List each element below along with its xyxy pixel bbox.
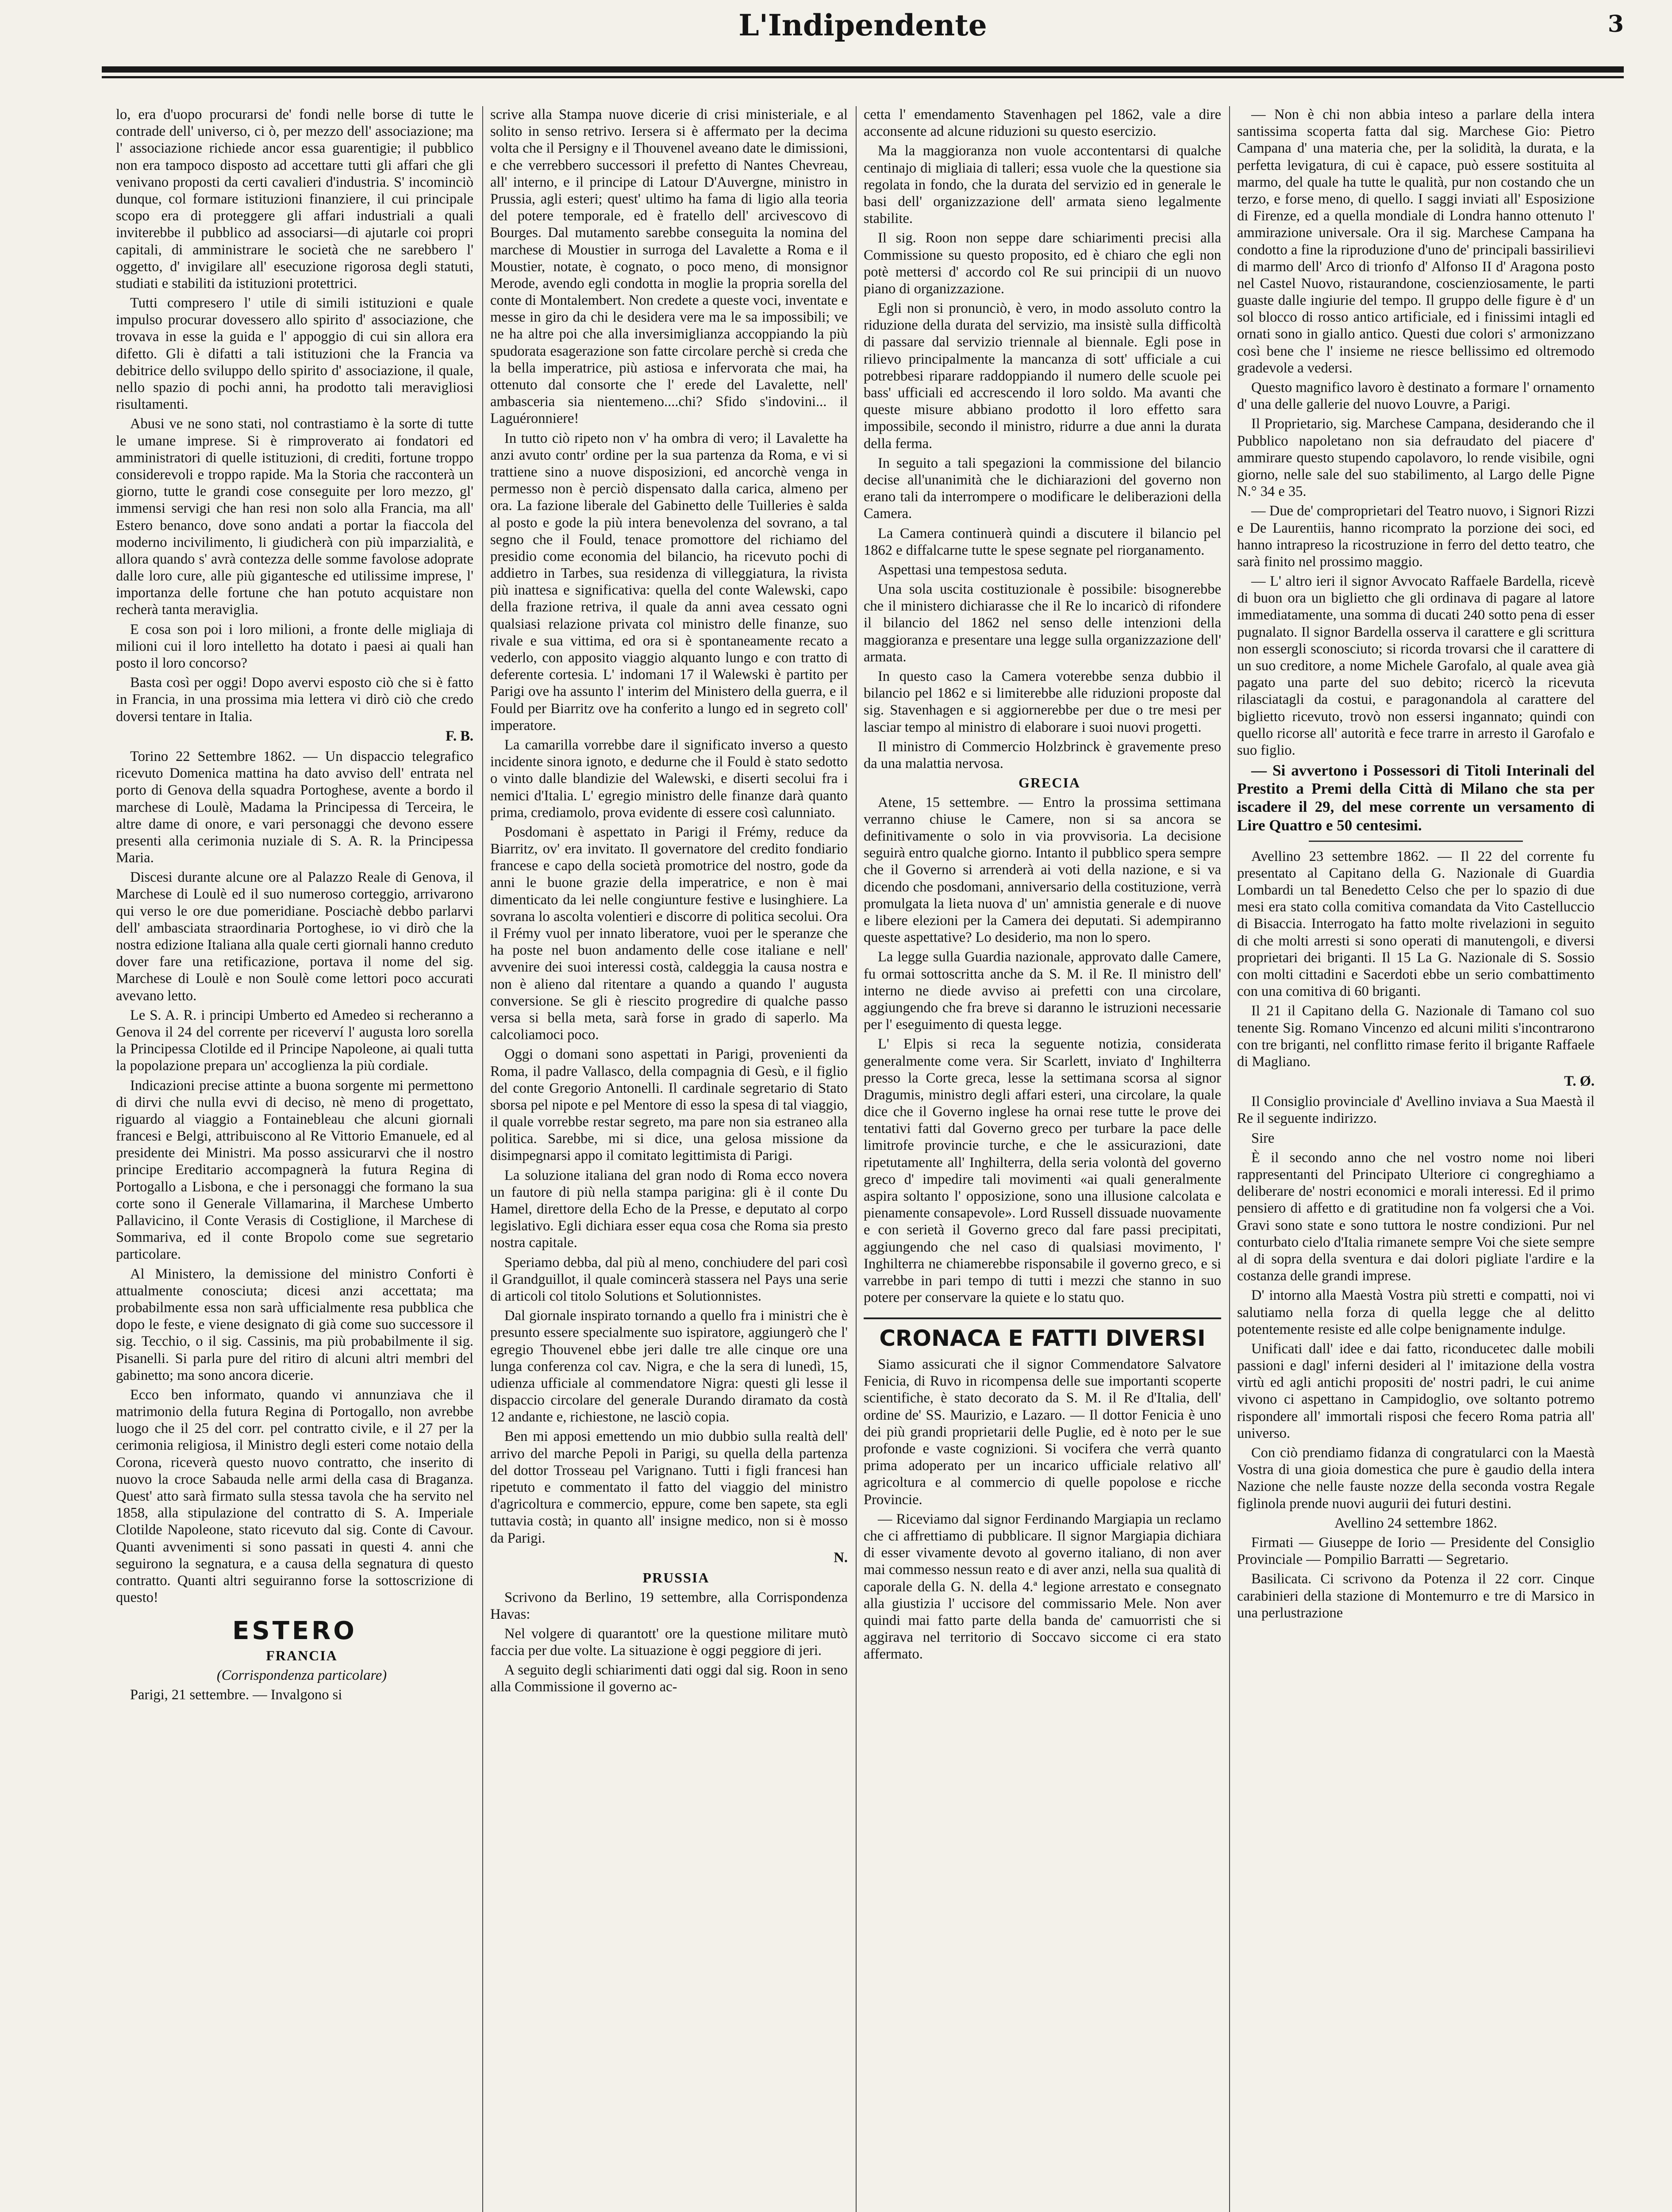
dateline-parigi: Parigi, 21 settembre. — Invalgono si (130, 1686, 342, 1703)
separator-rule (1309, 841, 1523, 842)
article-paragraph: Speriamo debba, dal più al meno, conchiudere del pari così il Grandguillot, il quale comincerà stassera nel Pays una serie di articoli col titolo Solutions et Solutionnistes. (490, 1254, 848, 1304)
article-paragraph: Il ministro di Commercio Holzbrinck è gravemente preso da una malattia nervosa. (864, 738, 1221, 772)
basilicata-dispatch: Basilicata. Ci scrivono da Potenza il 22 corr. Cinque carabinieri della stazione di Montemurro e tre di Marsico in una perlustrazione (1237, 1571, 1595, 1621)
section-heading-cronaca: CRONACA E FATTI DIVERSI (864, 1317, 1221, 1352)
article-paragraph: La legge sulla Guardia nazionale, approvato dalle Camere, fu ormai sottoscritta anche da S. M. il Re. Il ministro dell' interno ne diede avviso ai prefetti con una circolare, aggiungendo che fra breve si daranno le istruzioni necessarie per l' eseguimento di questa legge. (864, 949, 1221, 1033)
article-paragraph: Oggi o domani sono aspettati in Parigi, provenienti da Roma, il padre Vallasco, della compagnia di Gesù, e il figlio del conte Gregorio Antonelli. Il cardinale segretario di Stato sborsa pel nipote e pel Mentore di esso la spesa di tal viaggio, il quale vorrebbe restar segreto, ma pare non sia estraneo alla politica. Sarebbe, mi si dice, una gelosa missione da disimpegnarsi appo il comitato legittimista di Parigi. (490, 1046, 848, 1164)
masthead-rule-thin (102, 76, 1624, 78)
article-paragraph: Abusi ve ne sono stati, nol contrastiamo è la sorte di tutte le umane imprese. Si è rimproverato ai fondatori ed amministratori di quelle istituzioni, di crediti, fortune troppo considerevoli e troppo rapide. Ma la Storia che racconterà un giorno, tutte le grandi cose conseguite per loro mezzo, gl' immensi servigi che han resi non solo alla Francia, ma all' Estero benanco, dove sono andati a portar la fiaccola del moderno incivilimento, li giudicherà con più imparzialità, e allora quando s' avrà contezza delle somme favolose adoprate dalle loro cure, alle più gigantesche ed utilissime imprese, l' importanza delle fortune che han potuto acquistare non recherà tanta meraviglia. (116, 416, 473, 618)
article-paragraph: Ma la maggioranza non vuole accontentarsi di qualche centinajo di migliaia di talleri; essa vuole che la questione sia regolata in fondo, che la durata del servizio ed in generale le basi dell' organizzazione dell' armata sieno legalmente stabilite. (864, 143, 1221, 227)
column-2 (490, 106, 848, 2212)
article-paragraph: Egli non si pronunciò, è vero, in modo assoluto contro la riduzione della durata del servizio, ma insistè sulla difficoltà di passare dal servizio triennale al biennale. Egli pose in rilievo principalmente la mancanza di sott' ufficiale a cui potrebbesi riparare raddoppiando il numero delle scuole pei bass' ufficiali ed accrescendo il loro soldo. Ma avanti che queste misure abbiano prodotto il loro effetto sara impossibile, secondo il ministro, ridurre a due anni la durata della ferma. (864, 300, 1221, 452)
address-signatories: Firmati — Giuseppe de Iorio — Presidente del Consiglio Provinciale — Pompilio Barratti — Segretario. (1237, 1534, 1595, 1568)
salutation: Sire (1251, 1130, 1275, 1146)
newspaper-title: L'Indipendente (738, 8, 987, 42)
article-paragraph: E cosa son poi i loro milioni, a fronte delle migliaja di milioni cui il loro intelletto ha dotato i paesi ai quali han posto il loro concorso? (116, 621, 473, 671)
subheading-grecia: GRECIA (1018, 775, 1080, 791)
avellino-dispatch: Avellino 23 settembre 1862. — Il 22 del corrente fu presentato al Capitano della G. Nazionale di Guardia Lombardi un tal Benedetto Celso che per lo spazio di due mesi era stato colla comitiva comandata da Vito Castelluccio di Bisaccia. Interrogato ha fatto molte rivelazioni in seguito di che molti arresti si sono operati di manutengoli, e diversi proprietari dei briganti. Il 15 La G. Nazionale di S. Sossio con molti cittadini e Sacerdoti ebbe un serio combattimento con una comitiva di 60 briganti. (1237, 848, 1595, 1000)
section-heading-estero: ESTERO (232, 1617, 357, 1646)
article-paragraph: Ben mi apposi emettendo un mio dubbio sulla realtà dell' arrivo del marche Pepoli in Parigi, su quella della partenza del dottor Trosseau pel Varignano. Tutti i figli francesi han ripetuto e commentato il fatto del viaggio del ministro d'agricoltura e commercio, eppure, come ben sapete, sta egli tuttavia costà; in quanto all' insigne medico, non si è mosso da Parigi. (490, 1429, 848, 1546)
article-paragraph: — Due de' comproprietari del Teatro nuovo, i Signori Rizzi e De Laurentiis, hanno ricomprato la porzione dei soci, ed hanno intrapreso la ricostruzione in ferro del detto teatro, che sarà finito nel prossimo maggio. (1237, 503, 1595, 570)
subheading-source: (Corrispondenza particolare) (216, 1667, 387, 1683)
subheading-francia: FRANCIA (266, 1647, 338, 1664)
column-3 (864, 106, 1221, 2212)
article-paragraph: L' Elpis si reca la seguente notizia, considerata generalmente come vera. Sir Scarlett, inviato d' Inghilterra presso la Corte greca, lesse la settimana scorsa al signor Dragumis, ministro degli affari esteri, una circolare, la quale dice che il Governo inglese ha ornai rese tutte le prove dei tentativi fatti dal Governo greco per turbare la pace delle limitrofe provincie turche, e che le assicurazioni, date ripetutamente all' Inghilterra, della seria volontà del governo greco d' impedire tali movimenti «ai quali generalmente aspira soltanto l' opposizione, sono una illusione calcolata e pienamente consapevole». Lord Russell dissuade nuovamente e con serietà il Governo greco dal fare passi precipitati, aggiungendo che nel caso di qualsiasi movimento, l' Inghilterra ne chiamerebbe risponsabile il governo greco, e si varrebbe in pari tempo di tutti i mezzi che stanno in suo potere per conservare la quiete e lo statu quo. (864, 1036, 1221, 1306)
address-paragraph: Unificati dall' idee e dai fatto, riconducetec dalle mobili passioni e dagl' inferni desideri al l' imitazione della vostra virtù ed agli antichi propositi de' nostri padri, le cui anime vivono ci aspettano in Campidoglio, ove soltanto potremo rispondere all' immortali risposi che fecero Roma patria all' universo. (1237, 1340, 1595, 1441)
article-paragraph: Dal giornale inspirato tornando a quello fra i ministri che è presunto essere specialmente suo ispiratore, aggiungerò che l' egregio Thouvenel ebbe jeri dalle tre alle cinque ore una lunga conferenza col cav. Nigra, e che la sera di lunedì, 15, udienza ufficiale al commendatore Nigra: questi gli lesse il dispaccio circolare del generale Durando diramato da costà 12 andante e, richiestone, ne lasciò copia. (490, 1308, 848, 1425)
article-paragraph: In questo caso la Camera voterebbe senza dubbio il bilancio pel 1862 e si limiterebbe alle riduzioni proposte dal sig. Stavenhagen e si aggiornerebbe per due o tre mesi per lasciar tempo al ministro di elaborare i suoi nuovi progetti. (864, 668, 1221, 735)
column-divider (1229, 106, 1230, 2212)
article-paragraph: Ecco ben informato, quando vi annunziava che il matrimonio della futura Regina di Portogallo, non avrebbe luogo che il 25 del corr. pel contratto civile, e il 27 per la cerimonia religiosa, il Ministro degli esteri come notaio della Corona, riceverà questo nuovo contratto, che inserito di nuovo la croce Sabauda nelle armi della casa di Braganza. Quest' atto sarà firmato sulla stessa tavola che ha servito nel 1858, alla stipulazione del contratto di S. A. Imperiale Clotilde Napoleone, stato ricevuto dal sig. Conte di Cavour. Quanti avvenimenti si sono passati in questi 4. anni che seguirono la segnatura, e a causa della segnatura di questo contratto. Quanti altri seguiranno forse la sottoscrizione di questo! (116, 1386, 473, 1606)
article-paragraph: Siamo assicurati che il signor Commendatore Salvatore Fenicia, di Ruvo in ricompensa delle sue importanti scoperte scientifiche, è stato decorato da S. M. il Re d'Italia, dell' ordine de' SS. Maurizio, e Lazaro. — Il dottor Fenicia è uno dei più grandi proprietarii delle Puglie, ed è noto per le sue profonde e vaste cognizioni. Si vocifera che verrà quanto prima adoperato per un incarico ufficiale relativo all' agricoltura e al commercio di quelle popolose e ricche Provincie. (864, 1356, 1221, 1508)
subheading-prussia: PRUSSIA (642, 1569, 710, 1586)
address-paragraph: Con ciò prendiamo fidanza di congratularci con la Maestà Vostra di una gioia domestica che pure è gaudio della intera Nazione che nelle fauste nozze della seconda vostra Regale figlinola prende nuovi augurii dei futuri destini. (1237, 1445, 1595, 1512)
article-paragraph: A seguito degli schiarimenti dati oggi dal sig. Roon in seno alla Commissione il governo ac- (490, 1662, 848, 1695)
article-paragraph: Posdomani è aspettato in Parigi il Frémy, reduce da Biarritz, ov' era invitato. Il governatore del credito fondiario francese e capo della società promotrice del nostro, gode da anni le buone grazie della imperatrice, e non è mai dimenticato da lei nelle congiunture festive e lusinghiere. La sovrana lo ascolta volentieri e discorre di politica secolui. Ora il Frémy vuol per innato liberatore, vuoi per le speranze che ha poste nel buon andamento delle cose italiane e nell' avvenire dei suoi interessi costà, caldeggia la causa nostra e non è alieno dal ritentare a quando a quando l' augusta conversione. Se gli è riescito progredire di qualche passo versa si bella meta, sarà forse in grado di saperlo. Ma calcoliamoci poco. (490, 824, 848, 1043)
article-paragraph: La camarilla vorrebbe dare il significato inverso a questo incidente sinora ignoto, e dedurne che il Fould è stato sedotto o vinto dalle blandizie del Walewski, e diserti secolui fra i nemici d'Italia. L' egregio ministro delle finanze darà quanto prima, crediamolo, prova evidente di essere così calunniato. (490, 737, 848, 821)
article-paragraph: In tutto ciò ripeto non v' ha ombra di vero; il Lavalette ha anzi avuto contr' ordine per la sua partenza da Roma, e vi si trattiene sino a nuove disposizioni, ed ancorchè venga in permesso non è perciò dispensato dalla carica, almeno per ora. La fazione liberale del Gabinetto delle Tuilleries è salda al posto e gode la più intera benevolenza del sovrano, a tal segno che il Fould, tenace promottore del richiamo del presidio come economia del bilancio, ha ricevuto pochi di addietro in Tarbes, sua residenza di villeggiatura, la rivista più inattesa e significativa: quella del conte Walewski, capo della frazione retriva, il quale da anni avea cessato ogni qualsiasi relazione privata col ministro delle finanze, suo rivale e sua vittima, ed ora si è spontaneamente recato a vederlo, con apposito viaggio alquanto lungo e con tratto di deferente cortesia. L' indomani 17 il Walewski è partito per Parigi ove ha assunto l' interim del Ministero della guerra, e il Fould per Biarritz ove ha conferito a lungo ed in segreto coll' imperatore. (490, 430, 848, 733)
masthead (102, 8, 1624, 57)
article-paragraph: Il sig. Roon non seppe dare schiarimenti precisi alla Commissione su questo proposito, ed è chiaro che egli non potè mettersi d' accordo col Re sui principii di un nuovo piano di organizzazione. (864, 230, 1221, 297)
article-paragraph: Il Consiglio provinciale d' Avellino inviava a Sua Maestà il Re il seguente indirizzo. (1237, 1094, 1595, 1127)
address-paragraph: È il secondo anno che nel vostro nome noi liberi rappresentanti del Principato Ulteriore ci congreghiamo a deliberare de' nostri economici e morali interessi. Ed il primo pensiero di affetto e di gratitudine non fa volgersi che a Voi. Gravi sono state e sono tuttora le nostre condizioni. Pur nel conturbato cielo d'Italia rimanete sempre Voi che siete sempre al di sopra della sventura e dai dolori pigliate l'ardire e la costanza delle grandi imprese. (1237, 1149, 1595, 1284)
article-paragraph: Tutti compresero l' utile di simili istituzioni e quale impulso procurar dovessero allo spirito d' associazione, che trovava in esse la guida e l' appoggio di cui sin allora era difetto. Gli è difatti a tali istituzioni che la Francia va debitrice dello sviluppo dello spirito d' associazione, il quale, nello spazio di pochi anni, ha prodotto tali meravigliosi risultamenti. (116, 295, 473, 413)
notice-prestito: — Si avvertono i Possessori di Titoli Interinali del Prestito a Premi della Città di Milano che sta per iscadere il 29, del mese corrente un versamento di Lire Quattro e 50 centesimi. (1237, 762, 1595, 834)
article-paragraph: Una sola uscita costituzionale è possibile: bisognerebbe che il ministero dichiarasse che il Re lo incaricò di rifondere il bilancio del 1862 nel senso delle intenzioni della maggioranza e presentare una legge sulla organizzazione dell' armata. (864, 581, 1221, 665)
address-date: Avellino 24 settembre 1862. (1334, 1515, 1497, 1531)
torino-dispatch: Torino 22 Settembre 1862. — Un dispaccio telegrafico ricevuto Domenica mattina ha dato avviso dell' entrata nel porto di Genova della squadra Portoghese, avente a bordo il marchese di Loulè, Madama la Principessa di Terceira, le altre dame di onore, e vari personaggi che devono essere presenti alla cerimonia nuziale di S. A. R. la Principessa Maria. (116, 748, 473, 866)
article-signature: N. (834, 1549, 848, 1566)
article-paragraph: Questo magnifico lavoro è destinato a formare l' ornamento d' una delle gallerie del nuovo Louvre, a Parigi. (1237, 380, 1595, 413)
column-4 (1237, 106, 1595, 2212)
article-paragraph: Discesi durante alcune ore al Palazzo Reale di Genova, il Marchese di Loulè ed il suo numeroso corteggio, arrivarono qui verso le ore due pomeridiane. Posciachè debbo parlarvi dell' ambasciata straordinaria Portoghese, io vi dirò che la nostra edizione Italiana alla quale certi giornali hanno creduto dover fare una retificazione, portava il nome del sig. Marchese di Loulè e non Soulè come lettori poco accurati avevano letto. (116, 869, 473, 1004)
article-paragraph: scrive alla Stampa nuove dicerie di crisi ministeriale, e al solito in senso retrivo. Iersera si è affermato per la decima volta che il Persigny e il Thouvenel aveano date le dimissioni, e che verrebbero successori il prefetto di Nantes Chevreau, all' interno, e il principe di Latour D'Auvergne, ministro in Prussia, agli esteri; quest' ultimo ha fama di ligio alla teoria del potere temporale, ed è fratello dell' arcivescovo di Bourges. Dal mutamento sarebbe conseguita la nomina del marchese di Moustier in surroga del Lavalette a Roma e il Moustier, notate, è cognato, o poco meno, di monsignor Merode, avendo egli condotta in moglie la propria sorella del conte di Montalembert. Non credete a queste voci, inventate e messe in giro da chi le desidera vere ma le sa impossibili; ve ne ha altre poi che alla inversimiglianza accoppiando la più spudorata esagerazione son fatte circolare perchè si creda che la bella imperatrice, più astiosa e infervorata che mai, ha ottenuto dal consorte che l' erede del Lavalette, nell' ambasceria sia nientemeno....chi? Sfido s'indovini... il Laguéronniere! (490, 107, 848, 427)
article-paragraph: Al Ministero, la demissione del ministro Conforti è attualmente conosciuta; dicesi anzi accettata; ma probabilmente essa non sarà ufficialmente resa pubblica che dopo le feste, e viene designato di già come suo successore il sig. Tecchio, o il sig. Cassinis, ma più probabilmente il sig. Pisanelli. Si parla pure del ritiro di alcuni altri membri del gabinetto; ma sono ancora dicerie. (116, 1266, 473, 1383)
article-signature: T. Ø. (1564, 1073, 1595, 1090)
article-paragraph: lo, era d'uopo procurarsi de' fondi nelle borse di tutte le contrade dell' universo, ci ò, per mezzo dell' associazione; ma l' associazione richiede ancor essa guarentigie; il pubblico non era tampoco disposto ad accettare tutti gli affari che gli venivano proposti da certi cavalieri d'industria. S' incominciò dunque, col formare istituzioni finanziere, il cui principale scopo era di proteggere gli affari industriali a quali inviterebbe il pubblico ad associarsi—di ajutarle coi propri capitali, di amministrare le società che ne sarebbero l' oggetto, d' invigilare all' esecuzione rigorosa degli statuti, studiati e stabiliti da istituzioni protettrici. (116, 107, 473, 292)
column-divider (856, 106, 857, 2212)
article-paragraph: Scrivono da Berlino, 19 settembre, alla Corrispondenza Havas: (490, 1589, 848, 1622)
article-paragraph: Indicazioni precise attinte a buona sorgente mi permettono di dirvi che nulla evvi di deciso, nè meno di progettato, riguardo al viaggio a Fontainebleau che alcuni giornali francesi e Belgi, attribuiscono al Re Vittorio Emanuele, ed al presidente dei Ministri. Ma posso assicurarvi che il nostro principe Ereditario accompagnerà la futura Regina di Portogallo a Lisbona, e che i personaggi che formano la sua corte sono il Generale Villamarina, il Marchese Umberto Pallavicino, il Conte Verasis di Costiglione, il Marchese di Sommariva, ed il conte Bropolo come sue segretario particolare. (116, 1077, 473, 1263)
article-paragraph: In seguito a tali spegazioni la commissione del bilancio decise all'unanimità che le dichiarazioni del governo non erano tali da interrompere o modificare le deliberazioni della Camera. (864, 455, 1221, 522)
article-paragraph: Basta così per oggi! Dopo avervi esposto ciò che si è fatto in Francia, in una prossima mia lettera vi dirò ciò che credo doversi tentare in Italia. (116, 675, 473, 725)
column-1 (116, 106, 473, 2212)
article-paragraph: cetta l' emendamento Stavenhagen pel 1862, vale a dire acconsente ad alcune riduzioni su questo esercizio. (864, 107, 1221, 140)
address-paragraph: D' intorno alla Maestà Vostra più stretti e compatti, noi vi salutiamo nella forza di quella legge che al delitto potentemente resiste ed alle colpe benignamente indulge. (1237, 1287, 1595, 1337)
article-paragraph: Aspettasi una tempestosa seduta. (878, 561, 1067, 578)
article-paragraph: La Camera continuerà quindi a discutere il bilancio pel 1862 e diffalcarne tutte le spese segnate pel riorganamento. (864, 525, 1221, 558)
article-paragraph: — Non è chi non abbia inteso a parlare della intera santissima scoperta fatta dal sig. Marchese Gio: Pietro Campana d' una materia che, per la solidità, la durata, e la perfetta levigatura, di cui è capace, può essere sostituita al marmo, del quale ha tutte le qualità, pur non costando che un terzo, e forse meno, di quello. I saggi inviati all' Esposizione di Firenze, ed a quella mondiale di Londra hanno ottenuto l' ammirazione universale. Ora il sig. Marchese Campana ha condotto a fine la riproduzione d'uno de' principali bassirilievi di marmo dell' Arco di trionfo d' Alfonso II d' Aragona posto nel Castel Nuovo, ristaurandone, coscienziosamente, le parti guaste dalle ingiurie del tempo. Il gruppo delle figure è d' un sol blocco di rosso antico artificiale, ed i finissimi intagli ed ornati sono in giallo antico. Questi due colori s' armonizzano così bene che l' insieme ne riesce bellissimo ed oltremodo gradevole a vedersi. (1237, 107, 1595, 376)
article-signature: F. B. (446, 728, 473, 744)
article-paragraph: Le S. A. R. i principi Umberto ed Amedeo si recheranno a Genova il 24 del corrente per riceverví l' augusta loro sorella la Principessa Clotilde ed il Principe Napoleone, ai quali tutta la popolazione prepara un' accoglienza la più cordiale. (116, 1007, 473, 1074)
article-paragraph: — Riceviamo dal signor Ferdinando Margiapia un reclamo che ci affrettiamo di pubblicare. Il signor Margiapia dichiara di esser vivamente devoto al governo italiano, di non aver mai commesso nessun reato e di aver anzi, nella sua qualità di caporale della G. N. della 4.ª legione arrestato e consegnato alla giustizia l' uccisore del commissario Mele. Non aver quindi mai fatto parte della banda de' camuorristi che si aggirava nel territorio di Soccavo siccome ci era stato affermato. (864, 1511, 1221, 1663)
article-paragraph: Nel volgere di quarantott' ore la questione militare mutò faccia per due volte. La situazione è oggi peggiore di jeri. (490, 1625, 848, 1659)
article-paragraph: Il Proprietario, sig. Marchese Campana, desiderando che il Pubblico napoletano non sia defraudato del piacere d' ammirare questo stupendo capolavoro, lo rende visibile, ogni giorno, nelle sale del suo stabilimento, al Largo delle Pigne N.° 34 e 35. (1237, 416, 1595, 500)
article-paragraph: Il 21 il Capitano della G. Nazionale di Tamano col suo tenente Sig. Romano Vincenzo ed alcuni militi s'incontrarono con tre briganti, nel conflitto rimase ferito il brigante Raffaele di Magliano. (1237, 1003, 1595, 1070)
masthead-rule (102, 66, 1624, 73)
page-number: 3 (1607, 11, 1624, 38)
article-paragraph: Atene, 15 settembre. — Entro la prossima settimana verranno chiuse le Camere, non si sa ancora se definitivamente o solo in via provvisoria. La decisione seguirà entro qualche giorno. Intanto il pubblico spera sempre che il Governo si arrenderà ai voti della nazione, e si va dicendo che posdomani, anniversario della costituzione, verrà promulgata la lieta nuova d' un' amnistia generale e di nuove e libere elezioni per la Camera dei deputati. Si adempiranno queste aspettative? Lo desiderio, ma non lo spero. (864, 794, 1221, 946)
column-divider (482, 106, 483, 2212)
article-paragraph: — L' altro ieri il signor Avvocato Raffaele Bardella, ricevè di buon ora un biglietto che gli ordinava di pagare al latore immediatamente, una somma di ducati 240 sotto pena di esser pugnalato. Il signor Bardella osserva il carattere e gli scrittura non essergli sconosciuto; si ricorda trovarsi che il carattere di un suo creditore, a nome Michele Garofalo, al quale avea già pagato una parte del suo debito; ricercò la ricevuta rilasciatagli da costui, e paragonandola al carattere del biglietto ricevuto, trovò non essersi ingannato; quindi con quello ricorse all' autorità e fece trarre in arresto il Garofalo e suo figlio. (1237, 573, 1595, 758)
article-paragraph: La soluzione italiana del gran nodo di Roma ecco novera un fautore di più nella stampa parigina: gli è il conte Du Hamel, direttore della Echo de la Presse, e deputato al corpo legislativo. Egli dichiara esser equa cosa che Roma sia presto nostra capitale. (490, 1167, 848, 1251)
